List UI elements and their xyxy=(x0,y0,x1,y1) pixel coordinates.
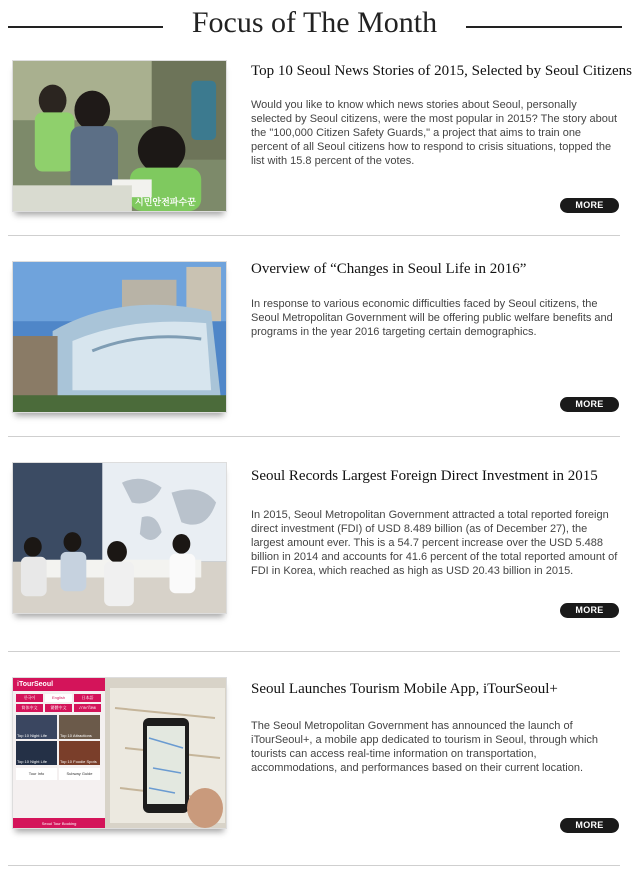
app-lang-button: 简体中文 xyxy=(16,704,43,712)
article-4-body: The Seoul Metropolitan Government has announced the launch of iTourSeoul+, a mobile app dedicated to tourism in Seoul, through which tourists can access real-time information on transportation, accommodations, and performances based on their current location. xyxy=(251,720,599,774)
article-2-more-button[interactable]: MORE xyxy=(560,397,619,412)
header-rule-right xyxy=(466,26,622,28)
volunteers-photo xyxy=(13,61,226,211)
divider xyxy=(8,235,620,236)
article-3-more-button[interactable]: MORE xyxy=(560,603,619,618)
article-4-more-button[interactable]: MORE xyxy=(560,818,619,833)
investment-meeting-photo xyxy=(13,463,226,613)
phone-map-photo xyxy=(105,678,227,829)
article-1-headline[interactable]: Top 10 Seoul News Stories of 2015, Selected by Seoul Citizens xyxy=(251,63,632,79)
app-lang-button: English xyxy=(45,694,72,702)
article-4-image[interactable] xyxy=(12,677,227,829)
app-link: Subway Guide xyxy=(59,768,100,780)
divider xyxy=(8,436,620,437)
article-2-headline[interactable]: Overview of “Changes in Seoul Life in 2016” xyxy=(251,261,527,277)
article-3-headline[interactable]: Seoul Records Largest Foreign Direct Investment in 2015 xyxy=(251,468,598,484)
app-lang-button: ภาษาไทย xyxy=(74,704,101,712)
app-tile: Top 10 Foodie Spots xyxy=(59,741,100,765)
section-header xyxy=(0,0,632,50)
article-3-body: In 2015, Seoul Metropolitan Government attracted a total reported foreign direct investment (FDI) of USD 8.489 billion (as of December 27), the largest amount ever. This is a 54.7 percent increase over the USD 5.488 billion in 2014 and accounts for 41.6 percent of the total reported amount of FDI in Korea, which reached as high as USD 20.43 billion in 2015. xyxy=(251,509,618,577)
article-2-body: In response to various economic difficulties faced by Seoul citizens, the Seoul Metropolitan Government will be offering public welfare benefits and programs in the year 2016 targeting certain demographics. xyxy=(251,298,613,338)
article-1-body: Would you like to know which news stories about Seoul, personally selected by Seoul citizens, were the most popular in 2015? The story about the "100,000 Citizen Safety Guards," a project that aims to train one percent of all Seoul citizens how to respond to crisis situations, topped the list with 15.8 percent of the votes. xyxy=(251,99,618,167)
divider xyxy=(8,865,620,866)
city-hall-photo xyxy=(13,262,226,412)
header-rule-left xyxy=(8,26,163,28)
app-lang-button: 日本語 xyxy=(74,694,101,702)
app-lang-button: 한국어 xyxy=(16,694,43,702)
article-2-image[interactable] xyxy=(12,261,227,413)
app-link: Tour Info xyxy=(16,768,57,780)
article-1-more-button[interactable]: MORE xyxy=(560,198,619,213)
app-tile: Top 10 Night Life xyxy=(16,741,57,765)
app-brand: iTourSeoul xyxy=(17,681,54,688)
article-3-image[interactable] xyxy=(12,462,227,614)
app-screen-mockup xyxy=(13,678,105,829)
vest-text: 시민안전파수꾼 xyxy=(135,197,196,207)
app-lang-button: 繁體中文 xyxy=(45,704,72,712)
page-title: Focus of The Month xyxy=(191,6,438,39)
app-tile: Top 10 Attractions xyxy=(59,715,100,739)
app-tile: Top 10 Night Life xyxy=(16,715,57,739)
app-footer: Seoul Tour Booking xyxy=(13,818,105,829)
divider xyxy=(8,651,620,652)
article-4-headline[interactable]: Seoul Launches Tourism Mobile App, iTourSeoul+ xyxy=(251,681,558,697)
article-1-image[interactable] xyxy=(12,60,227,212)
